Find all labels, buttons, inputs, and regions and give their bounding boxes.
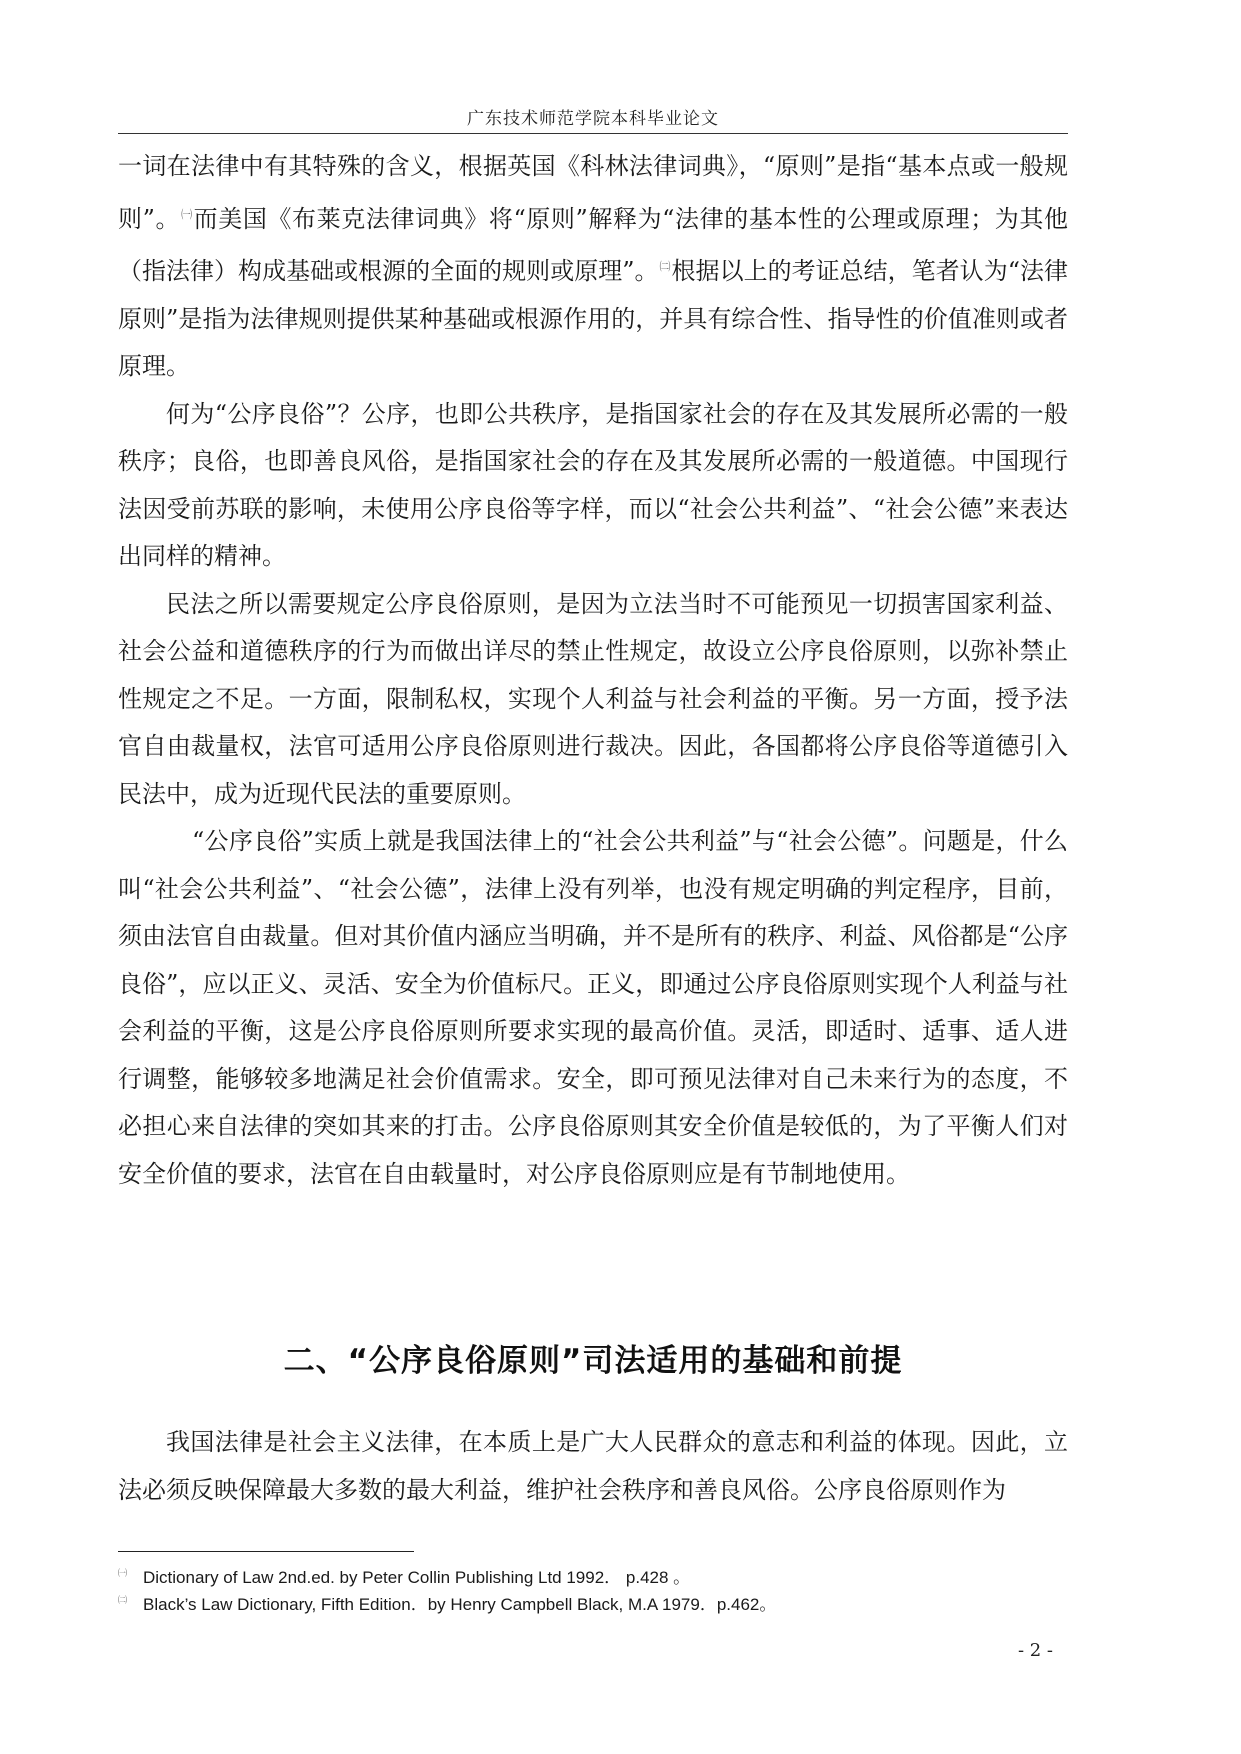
section-body-text [118,1419,1068,1514]
body-text-block [118,143,1068,1198]
running-header: 广东技术师范学院本科毕业论文 [467,109,719,129]
footnote-separator [118,1551,414,1552]
footnote-text: Dictionary of Law 2nd.ed. by Peter Collin Publishing Ltd 1992． p.428 。 [143,1568,691,1587]
footnote-2 [118,1591,1068,1618]
footnote-reference-2: ㈡ [659,260,671,273]
section-heading: 二、“公序良俗原则”司法适用的基础和前提 [283,1343,903,1379]
header-rule [118,133,1068,134]
footnote-marker: ㈡ [118,1595,128,1605]
paragraph-value-connotation: “公序良俗”实质上就是我国法律上的“社会公共利益”与“社会公德”。问题是，什么叫“社会公共利益”、“社会公德”，法律上没有列举，也没有规定明确的判定程序，目前，须由法官自由裁量。但对其价值内涵应当明确，并不是所有的秩序、利益、风俗都是“公序良俗”，应以正义、灵活、安全为价值标尺。正义，即通过公序良俗原则实现个人利益与社会利益的平衡，这是公序良俗原则所要求实现的最高价值。灵活，即适时、适事、适人进行调整，能够较多地满足社会价值需求。安全，即可预见法律对自己未来行为的态度，不必担心来自法律的突如其来的打击。公序良俗原则其安全价值是较低的，为了平衡人们对安全价值的要求，法官在自由载量时，对公序良俗原则应是有节制地使用。 [118,827,1068,1188]
paragraph-text: 一词在法律中有其特殊的含义，根据英国《科林法律词典》，“原则”是指“基本点或一般规则”。 [118,152,1068,233]
footnote-reference-1: ㈠ [181,207,193,221]
footnote-text: Black’s Law Dictionary, Fifth Edition．by Henry Campbell Black, M.A 1979．p.462。 [143,1595,777,1614]
paragraph-text: 根据以上的考证总结，笔者认为“法律原则”是指为法律规则提供某种基础或根源作用的，并具有综合性、指导性的价值准则或者原理。 [118,257,1068,380]
paragraph-text: 而美国《布莱克法律词典》将“原则”解释为“法律的基本性的公理或原理；为其他（指法律）构成基础或根源的全面的规则或原理”。 [118,204,1068,285]
footnotes [118,1564,1068,1618]
footnote-1 [118,1564,1068,1591]
footnote-marker: ㈠ [118,1568,128,1578]
paragraph-legal-principle-definition [118,143,1068,391]
paragraph-civil-law-rationale: 民法之所以需要规定公序良俗原则，是因为立法当时不可能预见一切损害国家利益、社会公益和道德秩序的行为而做出详尽的禁止性规定，故设立公序良俗原则，以弥补禁止性规定之不足。一方面，限制私权，实现个人利益与社会利益的平衡。另一方面，授予法官自由裁量权，法官可适用公序良俗原则进行裁决。因此，各国都将公序良俗等道德引入民法中，成为近现代民法的重要原则。 [118,589,1068,808]
paragraph-public-order-definition: 何为“公序良俗”？公序，也即公共秩序，是指国家社会的存在及其发展所必需的一般秩序；良俗，也即善良风俗，是指国家社会的存在及其发展所必需的一般道德。中国现行法因受前苏联的影响，未使用公序良俗等字样，而以“社会公共利益”、“社会公德”来表达出同样的精神。 [118,399,1068,570]
paragraph-section-intro: 我国法律是社会主义法律，在本质上是广大人民群众的意志和利益的体现。因此，立法必须反映保障最大多数的最大利益，维护社会秩序和善良风俗。公序良俗原则作为 [118,1428,1068,1504]
page-number: - 2 - [1017,1640,1053,1661]
